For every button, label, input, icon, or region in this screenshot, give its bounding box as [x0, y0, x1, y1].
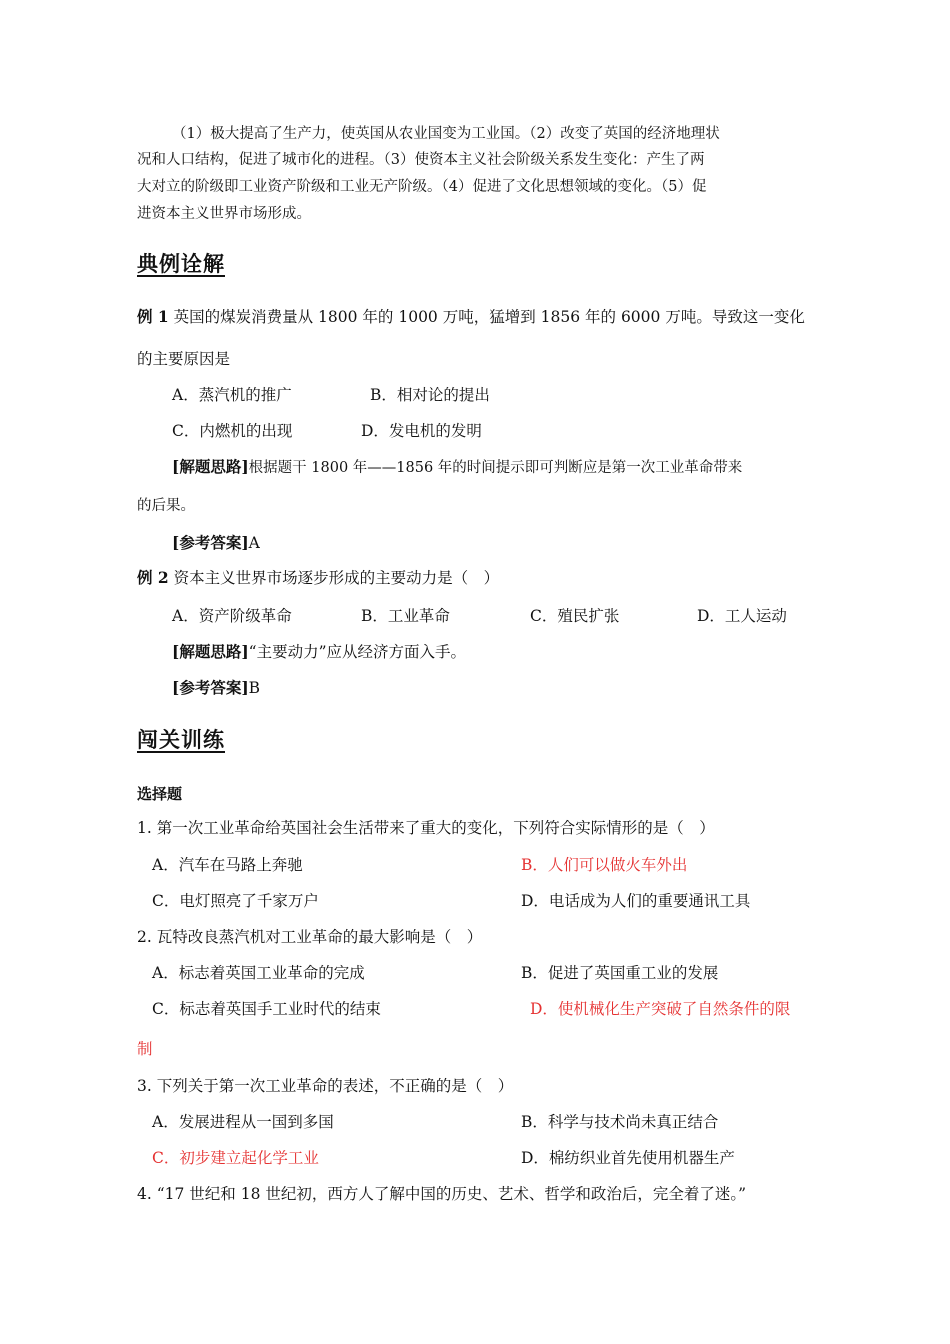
example-1-answer-label: [参考答案] — [172, 533, 249, 552]
intro-line-2: 况和人口结构，促进了城市化的进程。（3）使资本主义社会阶级关系发生变化：产生了两 — [137, 152, 705, 168]
question-2-option-d-line-1: D．使机械化生产突破了自然条件的限 — [530, 1000, 791, 1018]
example-1-analysis-label: [解题思路] — [172, 457, 249, 476]
question-2-option-c: C．标志着英国手工业时代的结束 — [152, 1000, 381, 1018]
example-1-option-d: D．发电机的发明 — [361, 422, 482, 440]
question-2-text: 2. 瓦特改良蒸汽机对工业革命的最大影响是（ ） — [137, 928, 483, 946]
example-2-analysis-text: “主要动力”应从经济方面入手。 — [248, 643, 467, 661]
question-2-option-b: B．促进了英国重工业的发展 — [521, 964, 719, 982]
question-1-text: 1. 第一次工业革命给英国社会生活带来了重大的变化，下列符合实际情形的是（ ） — [137, 819, 715, 837]
question-3-text: 3. 下列关于第一次工业革命的表述，不正确的是（ ） — [137, 1077, 514, 1095]
question-3-option-b: B．科学与技术尚未真正结合 — [521, 1113, 719, 1131]
example-1-analysis-line-1 — [172, 457, 742, 478]
example-1-answer-value: A — [248, 534, 260, 552]
example-2-question — [137, 568, 499, 588]
question-3-option-d: D．棉纺织业首先使用机器生产 — [521, 1149, 735, 1167]
question-1-option-d: D．电话成为人们的重要通讯工具 — [521, 892, 751, 910]
example-2-option-b: B．工业革命 — [361, 607, 450, 625]
question-3-option-c: C．初步建立起化学工业 — [152, 1149, 319, 1167]
example-2-analysis — [172, 642, 466, 662]
example-2-option-c: C．殖民扩张 — [530, 607, 620, 625]
example-1-question-line-1 — [137, 307, 805, 327]
example-1-option-c: C．内燃机的出现 — [172, 422, 293, 440]
question-1-option-c: C．电灯照亮了千家万户 — [152, 892, 319, 910]
example-2-answer-label: [参考答案] — [172, 678, 249, 697]
example-2-analysis-label: [解题思路] — [172, 642, 249, 661]
example-2-option-d: D．工人运动 — [697, 607, 787, 625]
example-2-text: 资本主义世界市场逐步形成的主要动力是（ ） — [168, 569, 500, 587]
example-1-text: 英国的煤炭消费量从 1800 年的 1000 万吨，猛增到 1856 年的 6000 万吨。导致这一变化 — [168, 308, 805, 326]
question-3-option-a: A．发展进程从一国到多国 — [152, 1113, 334, 1131]
subsection-multiple-choice: 选择题 — [137, 785, 183, 803]
question-1-option-b: B．人们可以做火车外出 — [521, 856, 688, 874]
example-1-answer — [172, 533, 260, 553]
example-2-answer — [172, 678, 260, 698]
example-1-option-a: A．蒸汽机的推广 — [172, 386, 292, 404]
example-1-question-line-2: 的主要原因是 — [137, 350, 231, 368]
example-1-analysis-text: 根据题干 1800 年——1856 年的时间提示即可判断应是第一次工业革命带来 — [248, 460, 743, 476]
example-2-option-a: A．资产阶级革命 — [172, 607, 292, 625]
intro-line-3: 大对立的阶级即工业资产阶级和工业无产阶级。（4）促进了文化思想领域的变化。（5）促 — [137, 179, 707, 195]
intro-line-1: （1）极大提高了生产力，使英国从农业国变为工业国。（2）改变了英国的经济地理状 — [172, 126, 720, 142]
section-heading-practice: 闯关训练 — [137, 727, 225, 752]
question-1-option-a: A．汽车在马路上奔驰 — [152, 856, 303, 874]
question-2-option-d-line-2: 制 — [137, 1040, 153, 1058]
section-heading-examples: 典例诠解 — [137, 251, 225, 276]
example-2-answer-value: B — [248, 679, 261, 697]
example-1-option-b: B．相对论的提出 — [370, 386, 490, 404]
question-2-option-a: A．标志着英国工业革命的完成 — [152, 964, 365, 982]
intro-line-4: 进资本主义世界市场形成。 — [137, 206, 311, 222]
example-1-analysis-line-2: 的后果。 — [137, 498, 195, 514]
example-2-label: 例 2 — [137, 568, 169, 587]
question-4-text: 4. “17 世纪和 18 世纪初，西方人了解中国的历史、艺术、哲学和政治后，完全着了迷。” — [137, 1185, 747, 1203]
example-1-label: 例 1 — [137, 307, 169, 326]
